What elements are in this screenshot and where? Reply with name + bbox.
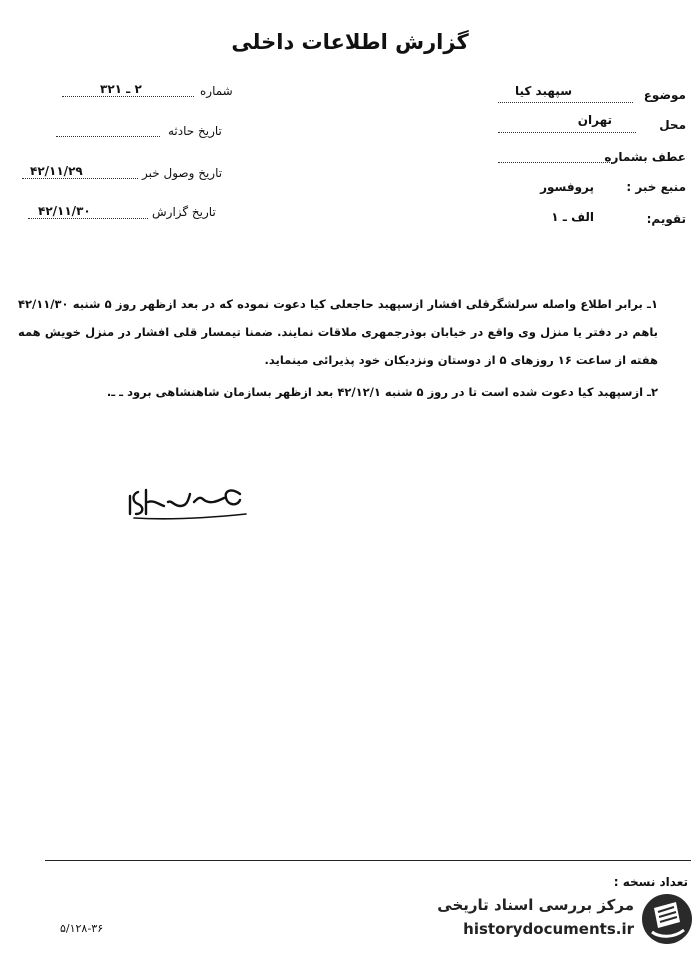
- number-label: شماره: [200, 84, 233, 98]
- watermark-org-name: مرکز بررسی اسناد تاریخی: [437, 896, 634, 914]
- received-date-value: ۴۲/۱۱/۲۹: [30, 164, 83, 178]
- rating-label: تقویم:: [646, 212, 686, 226]
- copies-label: تعداد نسخه :: [613, 875, 688, 889]
- incident-date-dots: [56, 136, 160, 137]
- subject-label: موضوع: [643, 88, 686, 102]
- subject-dots: [498, 102, 633, 103]
- watermark-url: historydocuments.ir: [463, 920, 634, 938]
- reference-label: عطف بشماره: [604, 150, 686, 164]
- rating-value: الف ـ ۱: [551, 210, 594, 224]
- archive-watermark: [408, 890, 696, 948]
- source-label: منبع خبر :: [626, 180, 686, 194]
- report-paragraph-2: ۲ـ ازسپهبد کیا دعوت شده است تا در روز ۵ شنبه ۴۲/۱۲/۱ بعد ازظهر بسازمان شاهنشاهی برود ـ ـ.: [106, 385, 658, 399]
- handwritten-signature: [128, 484, 248, 524]
- place-value: تهران: [577, 113, 612, 127]
- source-value: پروفسور: [540, 180, 594, 194]
- document-code: ۵/۱۲۸-۳۶: [60, 922, 104, 935]
- place-dots: [498, 132, 636, 133]
- report-date-label: تاریخ گزارش: [152, 205, 216, 219]
- report-date-value: ۴۲/۱۱/۳۰: [38, 204, 91, 218]
- subject-value: سپهبد کیا: [514, 84, 572, 98]
- reference-dots: [498, 162, 616, 163]
- incident-date-label: تاریخ حادثه: [168, 124, 222, 138]
- report-date-dots: [28, 218, 148, 219]
- received-date-label: تاریخ وصول خبر: [142, 166, 223, 180]
- footer-divider: [45, 860, 691, 861]
- page-title: گزارش اطلاعات داخلی: [231, 30, 469, 54]
- report-paragraph-1: ۱ـ برابر اطلاع واصله سرلشگرقلی افشار ازسپهبد حاجعلی کیا دعوت نموده که در بعد ازظهر روز ۵ شنبه ۴۲/۱۱/۳۰ باهم در دفتر یا منزل وی واقع در خیابان بوذرجمهری ملاقات نمایند. ضمنا تیمسار قلی افشار در منزل خویش همه هفته از ساعت ۱۶ روزهای ۵ از دوستان ونزدیکان خود پذیرائی مینماید.: [18, 297, 658, 367]
- report-body: [18, 290, 658, 410]
- number-dots: [62, 96, 194, 97]
- received-date-dots: [22, 178, 138, 179]
- number-value: ۲ ـ ۳۲۱: [100, 82, 142, 96]
- archive-logo-icon: [640, 892, 694, 946]
- place-label: محل: [659, 118, 686, 132]
